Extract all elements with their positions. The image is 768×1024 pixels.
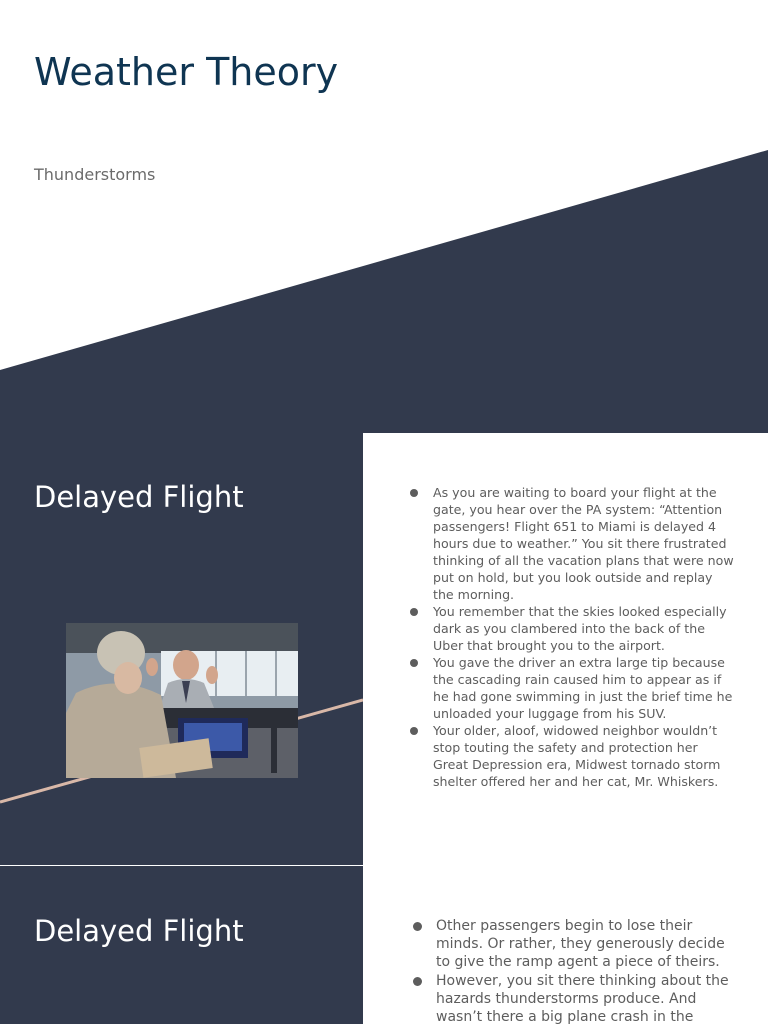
title-slide — [0, 0, 768, 432]
presentation-subtitle: Thunderstorms — [34, 165, 156, 184]
slide-title: Delayed Flight — [34, 480, 244, 514]
bullet-item: Your older, aloof, widowed neighbor wouldn’t stop touting the safety and protection her Great Depression era, Midwest tornado storm shelter offered her and her cat, Mr. Whiskers. — [405, 722, 735, 790]
presentation-title: Weather Theory — [34, 50, 339, 94]
gate-agent-photo — [66, 623, 298, 778]
bullet-item: As you are waiting to board your flight at the gate, you hear over the PA system: “Attention passengers! Flight 651 to Miami is delayed 4 hours due to weather.” You sit there frustrated thinking of all the vacation plans that were now put on hold, but you look outside and replay the morning. — [405, 484, 735, 603]
bullet-item: You remember that the skies looked especially dark as you clambered into the back of the Uber that brought you to the airport. — [405, 603, 735, 654]
bullet-item: However, you sit there thinking about the hazards thunderstorms produce. And wasn’t there a big plane crash in the — [408, 972, 738, 1024]
content-slide-2 — [0, 866, 768, 1024]
bullet-list — [408, 917, 738, 1024]
slide-title: Delayed Flight — [34, 914, 244, 948]
bullet-item: You gave the driver an extra large tip because the cascading rain caused him to appear as if he had gone swimming in just the brief time he unloaded your luggage from his SUV. — [405, 654, 735, 722]
content-slide-1 — [0, 432, 768, 865]
bullet-list — [405, 484, 735, 790]
bullet-item: Other passengers begin to lose their minds. Or rather, they generously decide to give the ramp agent a piece of theirs. — [408, 917, 738, 972]
